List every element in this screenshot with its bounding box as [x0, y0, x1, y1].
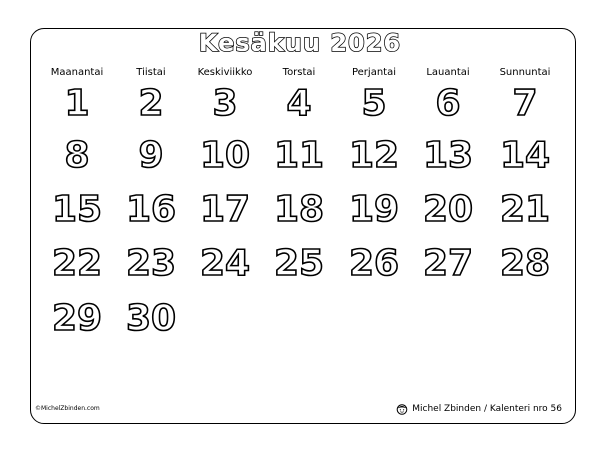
- day-number: 23: [125, 243, 177, 284]
- day-number: 20: [422, 189, 474, 230]
- day-number: 19: [348, 189, 400, 230]
- day-number: 8: [64, 135, 90, 176]
- face-icon: [396, 403, 408, 415]
- day-number: 28: [499, 243, 551, 284]
- day-number: 13: [422, 135, 474, 176]
- day-number: 5: [361, 83, 387, 124]
- day-number: 1: [64, 83, 90, 124]
- weekday-label: Lauantai: [426, 67, 470, 78]
- day-number: 27: [422, 243, 474, 284]
- day-number: 25: [273, 243, 325, 284]
- day-number: 3: [212, 83, 238, 124]
- weekday-label: Tiistai: [136, 67, 166, 78]
- weekday-label: Sunnuntai: [499, 67, 551, 78]
- day-number: 4: [286, 83, 312, 124]
- day-number: 26: [348, 243, 400, 284]
- author-credit: [396, 403, 562, 415]
- weekday-label: Maanantai: [50, 67, 104, 78]
- weekday-label: Keskiviikko: [197, 67, 253, 78]
- weekday-label: Torstai: [282, 67, 316, 78]
- day-number: 21: [499, 189, 551, 230]
- day-number: 30: [125, 298, 177, 339]
- day-number: 17: [199, 189, 251, 230]
- day-number: 6: [435, 83, 461, 124]
- day-number: 12: [348, 135, 400, 176]
- author-credit-text: Michel Zbinden / Kalenteri nro 56: [412, 404, 562, 414]
- day-number: 18: [273, 189, 325, 230]
- day-number: 11: [273, 135, 325, 176]
- day-number: 29: [51, 298, 103, 339]
- calendar-title: Kesäkuu 2026: [198, 29, 402, 57]
- day-number: 16: [125, 189, 177, 230]
- day-number: 15: [51, 189, 103, 230]
- day-number: 7: [512, 83, 538, 124]
- day-number: 2: [138, 83, 164, 124]
- day-number: 14: [499, 135, 551, 176]
- day-number: 22: [51, 243, 103, 284]
- day-number: 24: [199, 243, 251, 284]
- weekday-label: Perjantai: [351, 67, 396, 78]
- website-credit: ©MichelZbinden.com: [35, 405, 100, 412]
- day-number: 9: [138, 135, 164, 176]
- day-number: 10: [199, 135, 251, 176]
